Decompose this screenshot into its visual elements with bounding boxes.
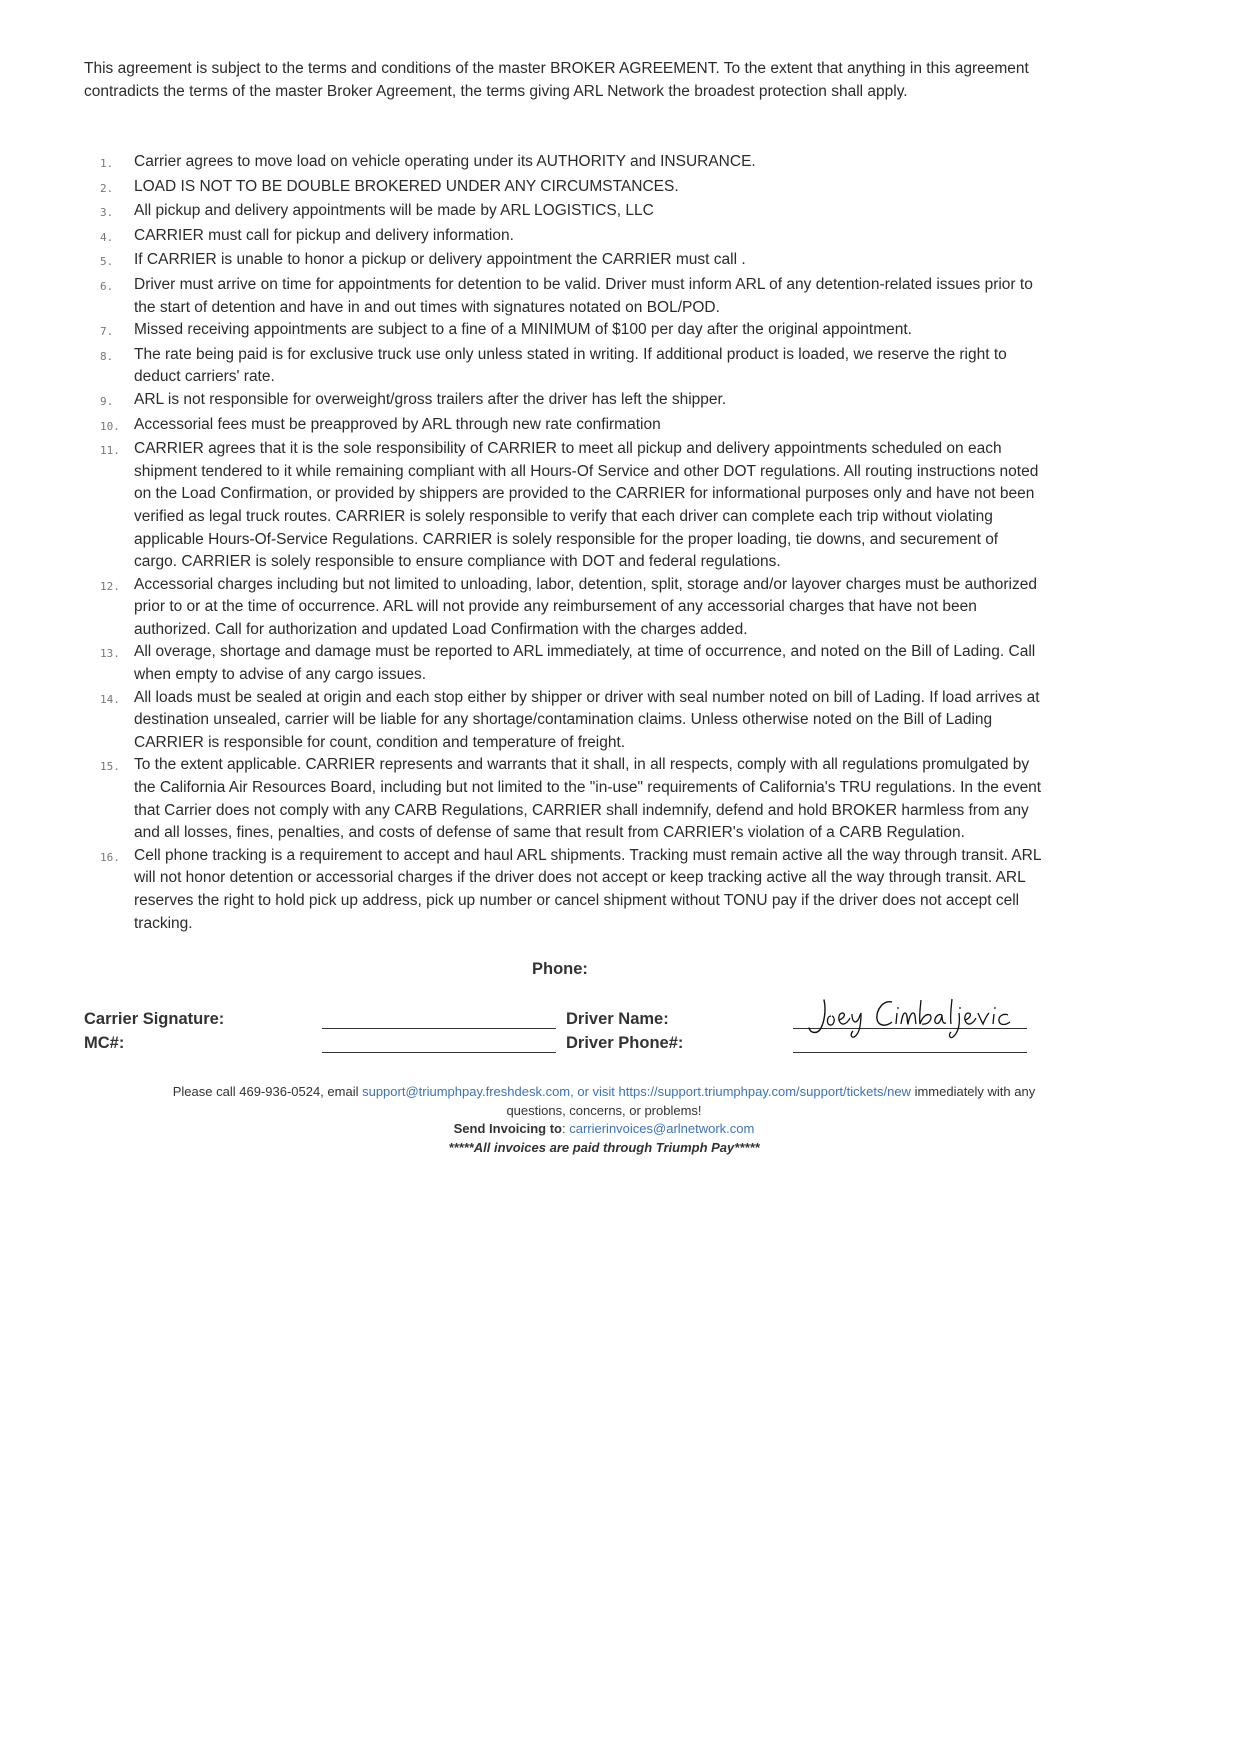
- term-number: 1.: [100, 157, 114, 170]
- carrier-signature-line[interactable]: [322, 1028, 556, 1029]
- driver-signature-image: [800, 996, 1030, 1040]
- term-number: 7.: [100, 325, 114, 339]
- contact-suffix: immediately with any: [910, 1084, 1036, 1099]
- list-item: [84, 274, 1044, 319]
- term-text: CARRIER agrees that it is the sole responsibility of CARRIER to meet all pickup and delivery appointments scheduled on each shipment tendered to it while remaining compliant with all Hours-Of Service and other DOT regulations. All routing instructions noted on the Load Confirmation, or provided by shippers are provided to the CARRIER for informational purposes only and have not been verified as legal truck routes. CARRIER is solely responsible to verify that each driver can complete each trip without violating applicable Hours-Of-Service Regulations. CARRIER is solely responsible for the proper loading, tie downs, and securement of cargo. CARRIER is solely responsible to ensure compliance with DOT and federal regulations.: [134, 440, 1039, 571]
- mc-number-label: MC#:: [84, 1034, 125, 1052]
- list-item: [84, 845, 1044, 935]
- support-url-link[interactable]: https://support.triumphpay.com/support/tickets/new: [618, 1084, 911, 1099]
- term-number: 11.: [100, 444, 120, 458]
- invoicing-colon: :: [561, 1121, 570, 1136]
- list-item: [84, 574, 1044, 642]
- term-number: 10.: [100, 419, 120, 433]
- carrier-signature-label: Carrier Signature:: [84, 1010, 225, 1028]
- term-number: 2.: [100, 181, 114, 195]
- term-text: To the extent applicable. CARRIER represents and warrants that it shall, in all respects, comply with all regulations promulgated by the California Air Resources Board, including but not limited to the "in-use" requirements of California's TRU regulations. In the event that Carrier does not comply with any CARB Regulations, CARRIER shall indemnify, defend and hold BROKER harmless from any and all losses, fines, penalties, and costs of defense of same that result from CARRIER's violation of a CARB Regulation.: [134, 756, 1042, 842]
- driver-name-label: Driver Name:: [566, 1010, 669, 1028]
- intro-paragraph: This agreement is subject to the terms and conditions of the master BROKER AGREEMENT. To the extent that anything in this agreement contradicts the terms of the master Broker Agreement, the terms giving ARL Network the broadest protection shall apply.: [84, 60, 1029, 100]
- term-text: CARRIER must call for pickup and delivery information.: [134, 226, 514, 244]
- terms-list: [84, 151, 1044, 935]
- term-number: 6.: [100, 279, 114, 293]
- support-email-link[interactable]: support@triumphpay.freshdesk.com, or visit: [362, 1084, 615, 1099]
- term-number: 9.: [100, 394, 114, 408]
- mc-number-line[interactable]: [322, 1052, 556, 1053]
- list-item: [84, 225, 1044, 250]
- term-text: LOAD IS NOT TO BE DOUBLE BROKERED UNDER ANY CIRCUMSTANCES.: [134, 177, 679, 195]
- term-text: Missed receiving appointments are subject to a fine of a MINIMUM of $100 per day after the original appointment.: [134, 321, 912, 339]
- invoicing-email-link[interactable]: carrierinvoices@arlnetwork.com: [569, 1121, 755, 1136]
- term-number: 5.: [100, 255, 114, 269]
- list-item: [84, 200, 1044, 225]
- term-text: Accessorial fees must be preapproved by ARL through new rate confirmation: [134, 415, 661, 433]
- term-number: 15.: [100, 760, 120, 774]
- term-text: All pickup and delivery appointments will be made by ARL LOGISTICS, LLC: [134, 202, 654, 220]
- list-item: [84, 151, 1044, 176]
- list-item: [84, 389, 1044, 414]
- term-number: 14.: [100, 692, 120, 706]
- driver-phone-label: Driver Phone#:: [566, 1034, 684, 1052]
- term-text: All overage, shortage and damage must be reported to ARL immediately, at time of occurrence, and noted on the Bill of Lading. Call when empty to advise of any cargo issues.: [134, 643, 1036, 684]
- term-number: 8.: [100, 349, 114, 363]
- term-number: 13.: [100, 647, 120, 661]
- contact-prefix: Please call 469-936-0524, email: [172, 1084, 363, 1099]
- list-item: [84, 249, 1044, 274]
- driver-phone-line[interactable]: [793, 1052, 1027, 1053]
- term-number: 12.: [100, 579, 120, 593]
- list-item: [84, 687, 1044, 755]
- term-number: 3.: [100, 206, 114, 220]
- list-item: [84, 176, 1044, 201]
- term-text: All loads must be sealed at origin and each stop either by shipper or driver with seal number noted on bill of Lading. If load arrives at destination unsealed, carrier will be liable for any shortage/contamination claims. Unless otherwise noted on the Bill of Lading CARRIER is responsible for count, condition and temperature of freight.: [134, 688, 1040, 751]
- phone-label: Phone:: [532, 960, 588, 978]
- list-item: [84, 414, 1044, 439]
- list-item: [84, 438, 1044, 574]
- term-text: Carrier agrees to move load on vehicle operating under its AUTHORITY and INSURANCE.: [134, 153, 756, 170]
- contact-line-2: questions, concerns, or problems!: [506, 1102, 702, 1118]
- list-item: [84, 319, 1044, 344]
- term-text: Accessorial charges including but not limited to unloading, labor, detention, split, storage and/or layover charges must be authorized prior to or at the time of occurrence. ARL will not provide any reimbursement of any accessorial charges that have not been authorized. Call for authorization and updated Load Confirmation with the charges added.: [134, 575, 1037, 638]
- term-text: If CARRIER is unable to honor a pickup or delivery appointment the CARRIER must call .: [134, 251, 746, 269]
- list-item: [84, 754, 1044, 844]
- term-number: 16.: [100, 850, 120, 864]
- invoicing-line: [84, 1120, 1124, 1139]
- invoicing-label: Send Invoicing to: [453, 1121, 562, 1136]
- term-text: Driver must arrive on time for appointments for detention to be valid. Driver must inform ARL of any detention-related issues prior to the start of detention and have in and out times with signatures notated on BOL/POD.: [134, 275, 1033, 316]
- term-text: ARL is not responsible for overweight/gross trailers after the driver has left the shipper.: [134, 390, 727, 408]
- list-item: [84, 641, 1044, 686]
- term-text: The rate being paid is for exclusive truck use only unless stated in writing. If additional product is loaded, we reserve the right to deduct carriers' rate.: [134, 345, 1007, 386]
- triumph-pay-note: *****All invoices are paid through Triumph Pay*****: [448, 1140, 760, 1155]
- support-contact-note: [84, 1083, 1124, 1120]
- term-number: 4.: [100, 230, 114, 244]
- list-item: [84, 344, 1044, 389]
- term-text: Cell phone tracking is a requirement to accept and haul ARL shipments. Tracking must remain active all the way through transit. ARL will not honor detention or accessorial charges if the driver does not accept or keep tracking active all the way through transit. ARL reserves the right to hold pick up address, pick up number or cancel shipment without TONU pay if the driver does not accept cell tracking.: [134, 846, 1041, 932]
